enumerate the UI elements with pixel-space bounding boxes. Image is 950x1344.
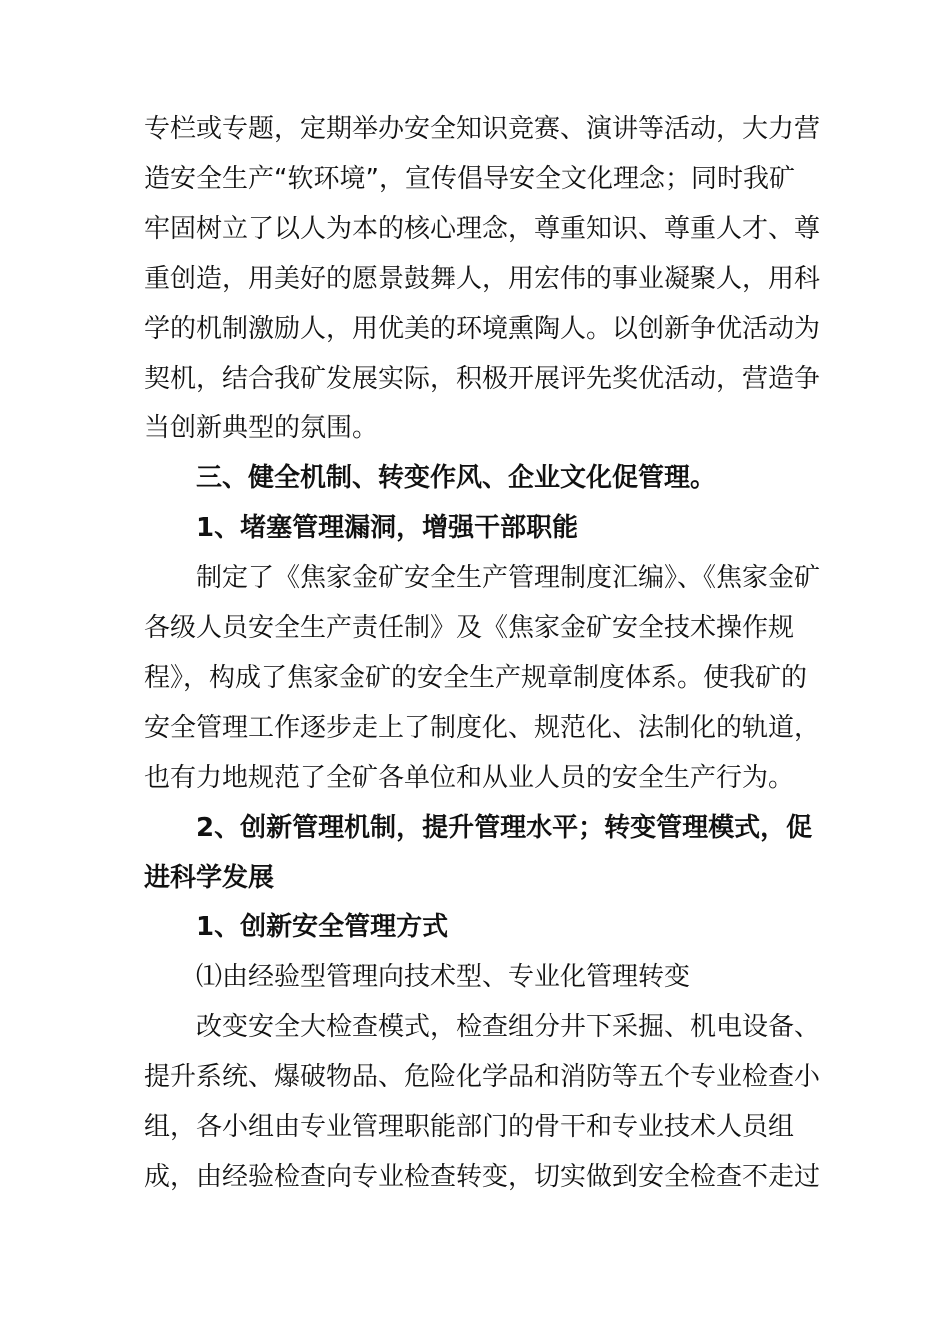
text-line: 制定了《焦家金矿安全生产管理制度汇编》、《焦家金矿 <box>196 563 821 593</box>
text-line: ⑴由经验型管理向技术型、专业化管理转变 <box>196 962 691 992</box>
section-heading: 进科学发展 <box>144 863 275 893</box>
text-line: 专栏或专题，定期举办安全知识竞赛、演讲等活动，大力营 <box>144 114 821 144</box>
text-line: 组，各小组由专业管理职能部门的骨干和专业技术人员组 <box>144 1112 795 1142</box>
text-line: 学的机制激励人，用优美的环境熏陶人。以创新争优活动为 <box>144 314 821 344</box>
text-line: 程》，构成了焦家金矿的安全生产规章制度体系。使我矿的 <box>144 663 808 693</box>
section-heading: 三、健全机制、转变作风、企业文化促管理。 <box>196 463 717 493</box>
text-line: 当创新典型的氛围。 <box>144 413 379 443</box>
text-line: 牢固树立了以人为本的核心理念，尊重知识、尊重人才、尊 <box>144 214 821 244</box>
text-line: 提升系统、爆破物品、危险化学品和消防等五个专业检查小 <box>144 1062 821 1092</box>
section-heading: 1、创新安全管理方式 <box>196 912 449 942</box>
text-line: 造安全生产“软环境”，宣传倡导安全文化理念；同时我矿 <box>144 164 795 194</box>
text-line: 改变安全大检查模式，检查组分井下采掘、机电设备、 <box>196 1012 821 1042</box>
text-line: 成，由经验检查向专业检查转变，切实做到安全检查不走过 <box>144 1162 821 1192</box>
text-line: 重创造，用美好的愿景鼓舞人，用宏伟的事业凝聚人，用科 <box>144 264 821 294</box>
text-line: 也有力地规范了全矿各单位和从业人员的安全生产行为。 <box>144 763 795 793</box>
section-heading: 2、创新管理机制，提升管理水平；转变管理模式，促 <box>196 813 813 843</box>
text-line: 各级人员安全生产责任制》及《焦家金矿安全技术操作规 <box>144 613 795 643</box>
text-line: 契机，结合我矿发展实际，积极开展评先奖优活动，营造争 <box>144 364 821 394</box>
text-line: 安全管理工作逐步走上了制度化、规范化、法制化的轨道， <box>144 713 821 743</box>
section-heading: 1、堵塞管理漏洞，增强干部职能 <box>196 513 579 543</box>
